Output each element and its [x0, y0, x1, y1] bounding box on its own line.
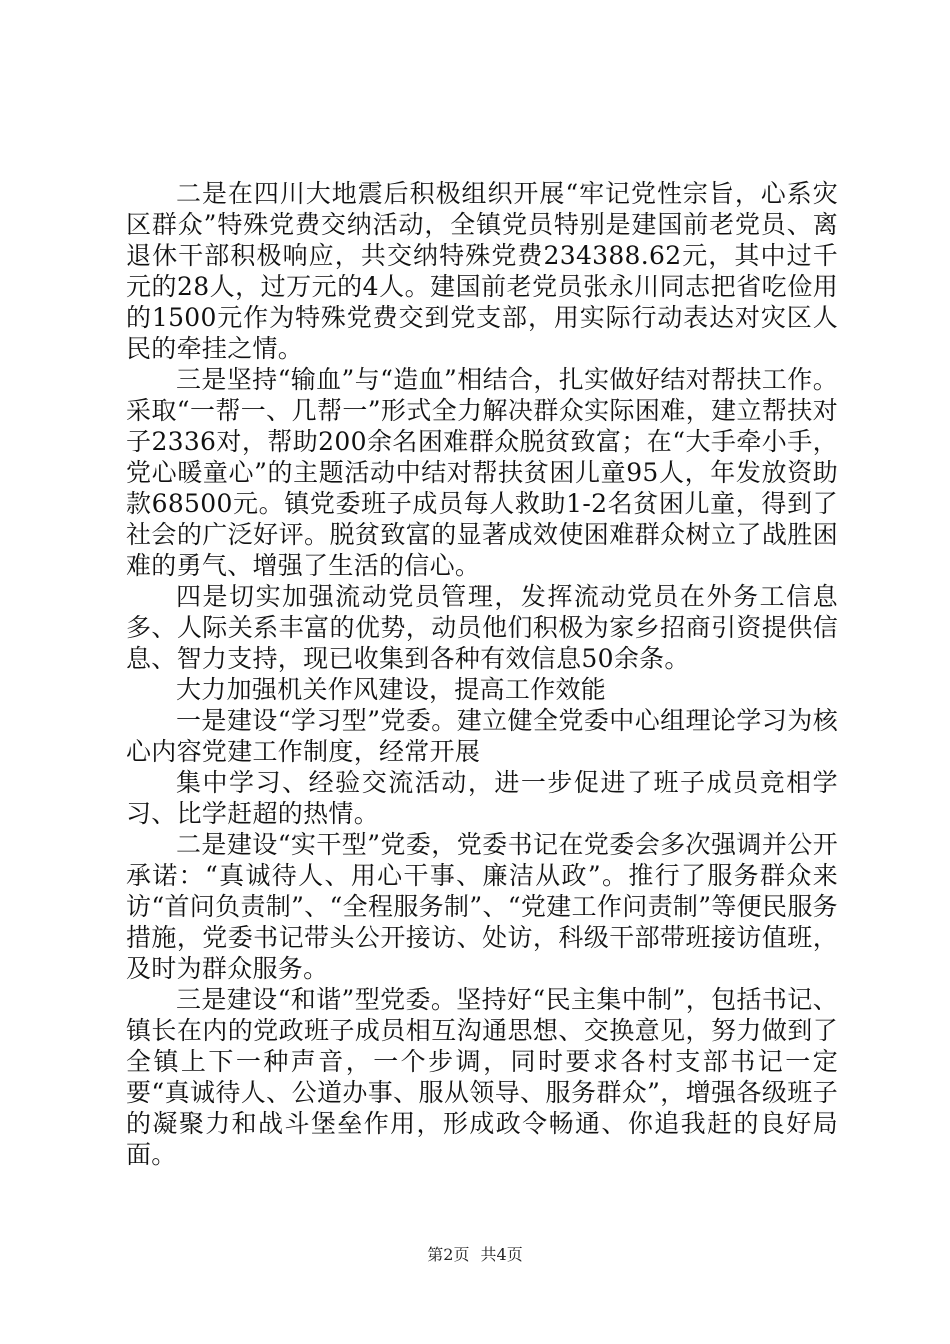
- paragraph-poverty-assistance: 三是坚持“输血”与“造血”相结合，扎实做好结对帮扶工作。采取“一帮一、几帮一”形式全力解决群众实际困难，建立帮扶对子2336对，帮助200余名困难群众脱贫致富；在“大手牵小手，党心暖童心”的主题活动中结对帮扶贫困儿童95人，年发放资助款68500元。镇党委班子成员每人救助1-2名贫困儿童，得到了社会的广泛好评。脱贫致富的显著成效使困难群众树立了战胜困难的勇气、增强了生活的信心。: [126, 365, 838, 580]
- paragraph-learning-continued: 集中学习、经验交流活动，进一步促进了班子成员竞相学习、比学赶超的热情。: [126, 768, 838, 828]
- paragraph-special-party-fee: 二是在四川大地震后积极组织开展“牢记党性宗旨，心系灾区群众”特殊党费交纳活动，全镇党员特别是建国前老党员、离退休干部积极响应，共交纳特殊党费234388.62元，其中过千元的28人，过万元的4人。建国前老党员张永川同志把省吃俭用的1500元作为特殊党费交到党支部，用实际行动表达对灾区人民的牵挂之情。: [126, 179, 838, 363]
- paragraph-mobile-party-members: 四是切实加强流动党员管理，发挥流动党员在外务工信息多、人际关系丰富的优势，动员他们积极为家乡招商引资提供信息、智力支持，现已收集到各种有效信息50余条。: [126, 582, 838, 673]
- paragraph-practical-party-committee: 二是建设“实干型”党委，党委书记在党委会多次强调并公开承诺：“真诚待人、用心干事、廉洁从政”。推行了服务群众来访“首问负责制”、“全程服务制”、“党建工作问责制”等便民服务措施，党委书记带头公开接访、处访，科级干部带班接访值班，及时为群众服务。: [126, 830, 838, 983]
- paragraph-harmonious-party-committee: 三是建设“和谐”型党委。坚持好“民主集中制”，包括书记、镇长在内的党政班子成员相互沟通思想、交换意见，努力做到了全镇上下一种声音，一个步调，同时要求各村支部书记一定要“真诚待人、公道办事、服从领导、服务群众”，增强各级班子的凝聚力和战斗堡垒作用，形成政令畅通、你追我赶的良好局面。: [126, 985, 838, 1169]
- section-heading-work-style: 大力加强机关作风建设，提高工作效能: [176, 675, 607, 704]
- total-page-count: 共4页: [480, 1245, 523, 1264]
- current-page-number: 第2页: [427, 1245, 470, 1264]
- paragraph-learning-party-committee: 一是建设“学习型”党委。建立健全党委中心组理论学习为核心内容党建工作制度，经常开展: [126, 706, 838, 766]
- document-body: [126, 178, 838, 1170]
- page-footer: [0, 1245, 950, 1265]
